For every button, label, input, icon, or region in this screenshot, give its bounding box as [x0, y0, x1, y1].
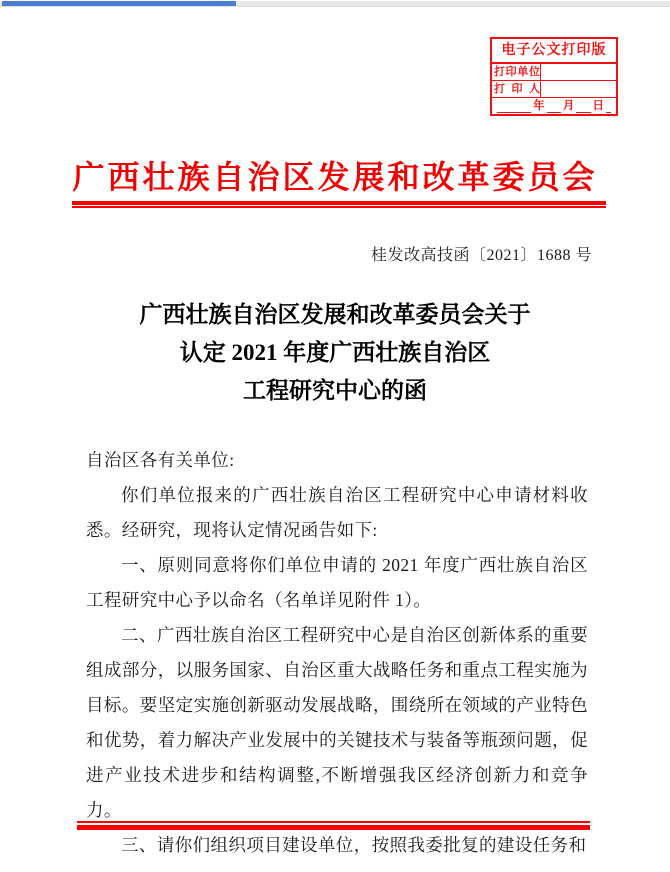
paragraph-item-2: 二、广西壮族自治区工程研究中心是自治区创新体系的重要组成部分，以服务国家、自治区重大战略任务和重点工程实施为目标。要坚定实施创新驱动发展战略，围绕所在领域的产业特色和优势，着力解决产业发展中的关键技术与装备等瓶颈问题，促进产业技术进步和结构调整,不断增强我区经济创新力和竞争力。 [86, 625, 588, 820]
print-unit-label: 打印单位 [494, 66, 540, 78]
printer-label: 打印人 [494, 83, 540, 95]
print-version-stamp [490, 37, 618, 116]
stamp-title: 电子公文打印版 [492, 39, 616, 64]
document-number: 桂发改高技函〔2021〕1688 号 [370, 247, 592, 264]
footer-double-rule [77, 821, 590, 830]
document-title [0, 296, 670, 410]
printer-value [541, 81, 616, 97]
paragraph-intro: 你们单位报来的广西壮族自治区工程研究中心申请材料收悉。经研究，现将认定情况函告如下: [86, 485, 588, 540]
document-title-line-2: 认定 2021 年度广西壮族自治区 [179, 340, 491, 365]
stamp-row-printer [492, 81, 616, 98]
paragraph-item-3: 三、请你们组织项目建设单位，按照我委批复的建设任务和 [121, 835, 587, 855]
salutation: 自治区各有关单位: [86, 450, 235, 470]
paragraph-item-1: 一、原则同意将你们单位申请的 2021 年度广西壮族自治区工程研究中心予以命名（名单详见附件 1）。 [86, 555, 588, 610]
print-unit-value [541, 64, 616, 80]
day-label: 日 [592, 100, 605, 112]
stamp-row-print-unit [492, 64, 616, 81]
document-title-line-1: 广西壮族自治区发展和改革委员会关于 [139, 302, 531, 327]
month-label: 月 [562, 100, 575, 112]
document-title-line-3: 工程研究中心的函 [243, 378, 427, 403]
date-underline [497, 102, 531, 113]
loading-progress-fill [2, 1, 236, 6]
document-body [86, 443, 588, 863]
stamp-date-row [492, 98, 616, 114]
agency-masthead: 广西壮族自治区发展和改革委员会 [72, 159, 598, 195]
date-underline [547, 102, 561, 113]
year-label: 年 [533, 100, 545, 112]
masthead-double-rule [72, 201, 606, 208]
loading-progress-track [0, 1, 670, 7]
date-underline [576, 102, 590, 113]
date-underline [606, 102, 611, 113]
